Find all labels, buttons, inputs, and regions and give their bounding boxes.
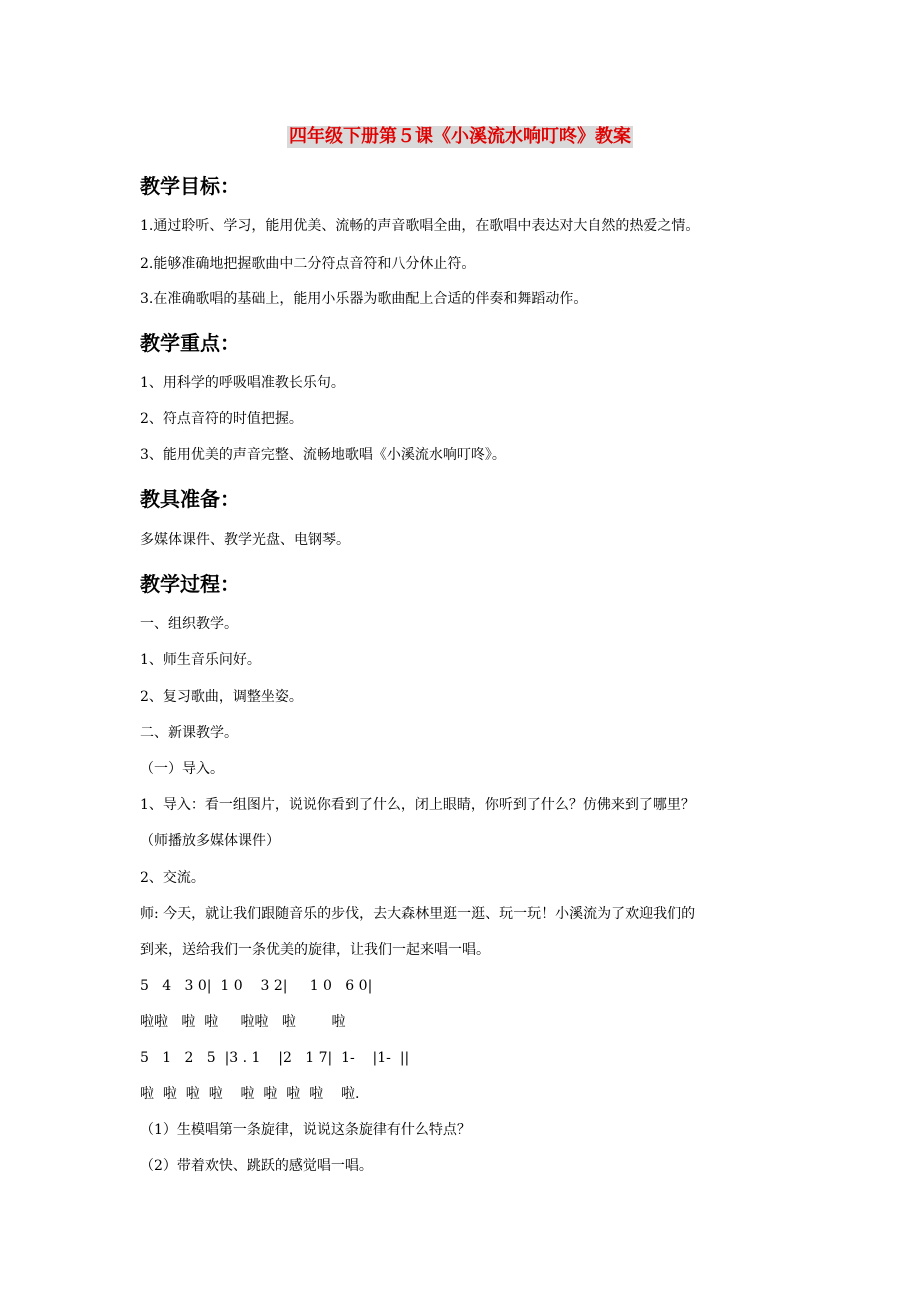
process-item: 1、师生音乐问好。 [140, 652, 261, 668]
process-item: 1、导入：看一组图片，说说你看到了什么，闭上眼睛，你听到了什么？仿佛来到了哪里？ [140, 797, 695, 813]
process-item: 二、新课教学。 [140, 725, 238, 741]
heading-key-points: 教学重点： [140, 331, 240, 355]
objective-item: 1.通过聆听、学习，能用优美、流畅的声音歌唱全曲，在歌唱中表达对大自然的热爱之情。 [140, 218, 700, 234]
process-item: 2、交流。 [140, 870, 205, 886]
heading-objectives: 教学目标： [140, 174, 240, 198]
process-item: 一、组织教学。 [140, 616, 238, 632]
objective-item: 2.能够准确地把握歌曲中二分符点音符和八分休止符。 [140, 256, 476, 272]
key-point-item: 2、符点音符的时值把握。 [140, 411, 303, 427]
process-item: 2、复习歌曲，调整坐姿。 [140, 689, 303, 705]
materials-item: 多媒体课件、教学光盘、电钢琴。 [140, 532, 350, 548]
heading-process: 教学过程： [140, 572, 240, 596]
lyrics-line: 啦啦 啦 啦 啦啦 啦 啦 [140, 1014, 346, 1030]
heading-materials: 教具准备： [140, 487, 240, 511]
objective-item: 3.在准确歌唱的基础上，能用小乐器为歌曲配上合适的伴奏和舞蹈动作。 [140, 291, 588, 307]
lyrics-line: 啦 啦 啦 啦 啦 啦 啦 啦 啦. [140, 1086, 360, 1102]
process-item: （一）导入。 [140, 761, 224, 777]
document-title: 四年级下册第５课《小溪流水响叮咚》教案 [289, 126, 631, 147]
key-point-item: 1、用科学的呼吸唱准教长乐句。 [140, 375, 345, 391]
key-point-item: 3、能用优美的声音完整、流畅地歌唱《小溪流水响叮咚》。 [140, 447, 506, 463]
process-item: （1）生模唱第一条旋律，说说这条旋律有什么特点？ [140, 1122, 471, 1138]
process-item: （师播放多媒体课件） [140, 833, 280, 849]
notation-line: 5 4 3 0| 1 0 3 2| 1 0 6 0| [140, 978, 373, 994]
process-item: 师: 今天，就让我们跟随音乐的步伐，去大森林里逛一逛、玩一玩！小溪流为了欢迎我们的 [140, 906, 696, 922]
process-item: 到来，送给我们一条优美的旋律，让我们一起来唱一唱。 [140, 942, 490, 958]
notation-line: 5 1 2 5 |3 . 1 |2 1 7| 1- |1- || [140, 1050, 410, 1066]
title-container [0, 126, 920, 148]
process-item: （2）带着欢快、跳跃的感觉唱一唱。 [140, 1158, 373, 1174]
